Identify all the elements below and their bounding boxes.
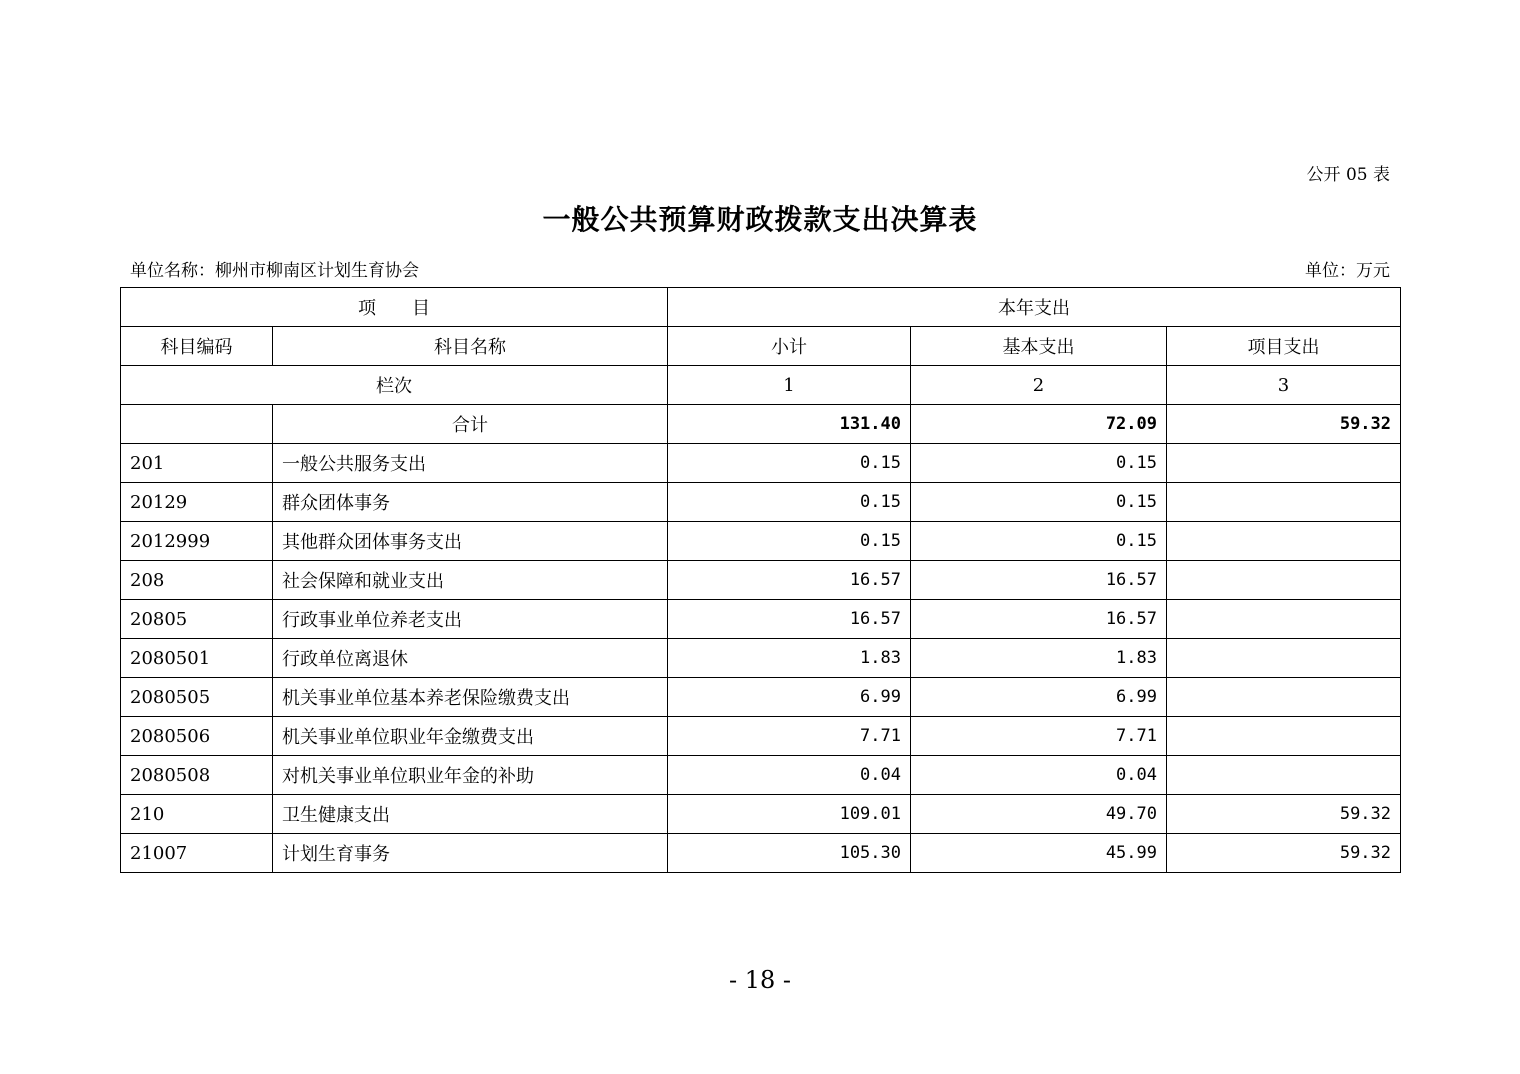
row-project [1167,522,1401,561]
row-code: 2012999 [121,522,273,561]
row-name: 行政事业单位养老支出 [273,600,668,639]
row-basic: 45.99 [911,834,1167,873]
header-basic: 基本支出 [911,327,1167,366]
row-subtotal: 0.15 [668,444,911,483]
row-code: 20129 [121,483,273,522]
total-label: 合计 [273,405,668,444]
unit-name-label: 单位名称：柳州市柳南区计划生育协会 [130,261,419,281]
row-basic: 7.71 [911,717,1167,756]
column-order-label: 栏次 [121,366,668,405]
table-row [121,834,1401,873]
column-number-3: 3 [1167,366,1401,405]
row-code: 21007 [121,834,273,873]
row-code: 210 [121,795,273,834]
row-project [1167,444,1401,483]
row-name: 卫生健康支出 [273,795,668,834]
expenditure-table [120,287,1401,873]
row-subtotal: 0.15 [668,522,911,561]
header-subtotal: 小计 [668,327,911,366]
row-name: 其他群众团体事务支出 [273,522,668,561]
row-basic: 6.99 [911,678,1167,717]
row-subtotal: 7.71 [668,717,911,756]
total-code-cell [121,405,273,444]
row-subtotal: 105.30 [668,834,911,873]
table-row [121,717,1401,756]
row-subtotal: 1.83 [668,639,911,678]
row-project: 59.32 [1167,795,1401,834]
table-row [121,639,1401,678]
header-project: 项 目 [121,288,668,327]
row-project [1167,639,1401,678]
row-basic: 1.83 [911,639,1167,678]
row-code: 20805 [121,600,273,639]
row-name: 机关事业单位职业年金缴费支出 [273,717,668,756]
header-row-1 [121,288,1401,327]
row-code: 2080508 [121,756,273,795]
form-number: 公开 05 表 [1306,165,1390,185]
total-project: 59.32 [1167,405,1401,444]
row-basic: 0.15 [911,483,1167,522]
total-basic: 72.09 [911,405,1167,444]
row-project [1167,717,1401,756]
row-name: 社会保障和就业支出 [273,561,668,600]
page-number: - 18 - [728,966,791,994]
header-code: 科目编码 [121,327,273,366]
row-name: 对机关事业单位职业年金的补助 [273,756,668,795]
header-row-2 [121,327,1401,366]
table-row [121,678,1401,717]
row-code: 201 [121,444,273,483]
row-basic: 16.57 [911,561,1167,600]
row-name: 行政单位离退休 [273,639,668,678]
row-name: 群众团体事务 [273,483,668,522]
row-project [1167,483,1401,522]
row-project [1167,678,1401,717]
currency-unit-label: 单位：万元 [1305,261,1390,281]
row-subtotal: 0.15 [668,483,911,522]
header-current-year: 本年支出 [668,288,1401,327]
row-basic: 0.15 [911,522,1167,561]
row-basic: 49.70 [911,795,1167,834]
total-row [121,405,1401,444]
page-title: 一般公共预算财政拨款支出决算表 [542,203,978,236]
table-row [121,522,1401,561]
row-subtotal: 6.99 [668,678,911,717]
table-row [121,756,1401,795]
row-basic: 0.15 [911,444,1167,483]
column-number-2: 2 [911,366,1167,405]
row-project [1167,600,1401,639]
row-name: 计划生育事务 [273,834,668,873]
column-number-1: 1 [668,366,911,405]
table-row [121,444,1401,483]
row-basic: 16.57 [911,600,1167,639]
total-subtotal: 131.40 [668,405,911,444]
table-row [121,795,1401,834]
row-name: 一般公共服务支出 [273,444,668,483]
row-code: 208 [121,561,273,600]
row-project [1167,756,1401,795]
table-row [121,483,1401,522]
header-name: 科目名称 [273,327,668,366]
row-code: 2080506 [121,717,273,756]
table-row [121,561,1401,600]
row-code: 2080501 [121,639,273,678]
row-project: 59.32 [1167,834,1401,873]
column-order-row [121,366,1401,405]
row-subtotal: 109.01 [668,795,911,834]
header-project-exp: 项目支出 [1167,327,1401,366]
row-name: 机关事业单位基本养老保险缴费支出 [273,678,668,717]
row-project [1167,561,1401,600]
row-subtotal: 16.57 [668,561,911,600]
row-subtotal: 0.04 [668,756,911,795]
table-row [121,600,1401,639]
row-subtotal: 16.57 [668,600,911,639]
row-basic: 0.04 [911,756,1167,795]
row-code: 2080505 [121,678,273,717]
